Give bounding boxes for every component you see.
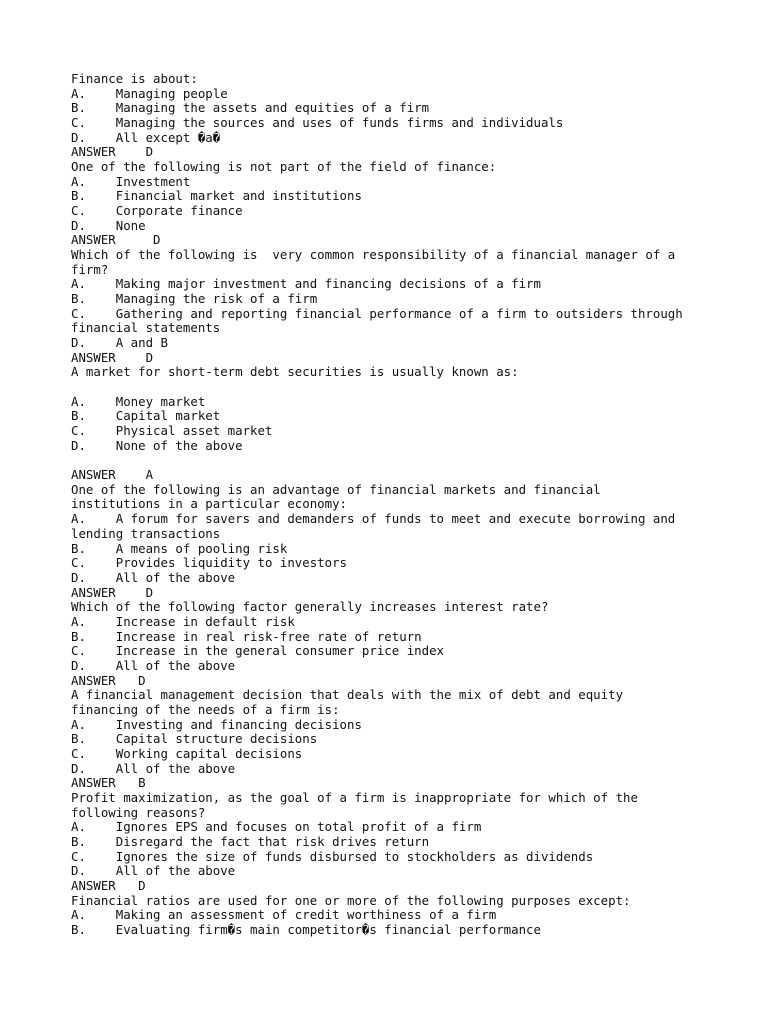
text-line: D. All of the above — [71, 657, 236, 673]
text-line — [71, 453, 751, 468]
text-line: B. Increase in real risk-free rate of return — [71, 628, 422, 644]
text-line: A. Increase in default risk — [71, 613, 295, 629]
text-line: institutions in a particular economy: — [71, 496, 348, 512]
text-line: A. Making an assessment of credit worthiness of a firm — [71, 907, 497, 923]
text-line: D. All of the above — [71, 863, 236, 879]
text-line: ANSWER B — [71, 775, 146, 791]
text-line: A. Investing and financing decisions — [71, 716, 362, 732]
text-line: ANSWER D — [71, 877, 146, 893]
text-line: A financial management decision that deals with the mix of debt and equity — [71, 687, 624, 703]
text-line: C. Ignores the size of funds disbursed to stockholders as dividends — [71, 848, 594, 864]
text-line: firm? — [71, 261, 109, 277]
text-line: C. Managing the sources and uses of funds firms and individuals — [71, 115, 564, 131]
text-line: C. Physical asset market — [71, 423, 273, 439]
text-line: A market for short-term debt securities is usually known as: — [71, 364, 519, 380]
text-line: A. A forum for savers and demanders of funds to meet and execute borrowing and — [71, 511, 676, 527]
text-line: C. Increase in the general consumer price index — [71, 643, 444, 659]
text-line: C. Gathering and reporting financial performance of a firm to outsiders through — [71, 305, 683, 321]
text-line: ANSWER D — [71, 349, 154, 365]
text-line: following reasons? — [71, 804, 206, 820]
text-line: D. All except �a� — [71, 129, 221, 145]
text-line: D. None of the above — [71, 437, 243, 453]
text-line: B. Capital structure decisions — [71, 731, 318, 747]
text-line: Financial ratios are used for one or more of the following purposes except: — [71, 892, 631, 908]
text-line: Which of the following is very common responsibility of a financial manager of a — [71, 247, 676, 263]
text-line: B. A means of pooling risk — [71, 540, 288, 556]
text-line: ANSWER D — [71, 584, 154, 600]
text-line: D. A and B — [71, 335, 168, 351]
document-page — [71, 72, 751, 938]
text-line: A. Investment — [71, 173, 191, 189]
text-line: One of the following is not part of the field of finance: — [71, 159, 497, 175]
text-line: D. All of the above — [71, 760, 236, 776]
text-line: B. Disregard the fact that risk drives return — [71, 833, 430, 849]
text-line: D. All of the above — [71, 569, 236, 585]
text-line: lending transactions — [71, 525, 221, 541]
text-line: One of the following is an advantage of financial markets and financial — [71, 481, 601, 497]
text-line: B. Financial market and institutions — [71, 188, 362, 204]
text-line: B. Managing the assets and equities of a firm — [71, 100, 430, 116]
text-line: B. Capital market — [71, 408, 221, 424]
text-line: A. Making major investment and financing decisions of a firm — [71, 276, 541, 292]
text-line: A. Money market — [71, 393, 206, 409]
text-line: financing of the needs of a firm is: — [71, 701, 340, 717]
text-line: ANSWER A — [71, 467, 154, 483]
text-line: Which of the following factor generally increases interest rate? — [71, 599, 549, 615]
text-line: C. Corporate finance — [71, 203, 243, 219]
text-line: financial statements — [71, 320, 221, 336]
text-line: Finance is about: — [71, 71, 198, 86]
text-line: B. Managing the risk of a firm — [71, 291, 318, 307]
text-line — [71, 380, 751, 395]
text-line: B. Evaluating firm�s main competitor�s financial performance — [71, 921, 541, 937]
text-line: ANSWER D — [71, 144, 154, 160]
text-line: D. None — [71, 217, 146, 233]
text-line: Profit maximization, as the goal of a firm is inappropriate for which of the — [71, 789, 638, 805]
text-line: A. Managing people — [71, 85, 228, 101]
text-line: C. Working capital decisions — [71, 745, 303, 761]
text-line: C. Provides liquidity to investors — [71, 555, 348, 571]
text-line: ANSWER D — [71, 672, 146, 688]
text-line: ANSWER D — [71, 232, 161, 248]
text-line: A. Ignores EPS and focuses on total profit of a firm — [71, 819, 482, 835]
